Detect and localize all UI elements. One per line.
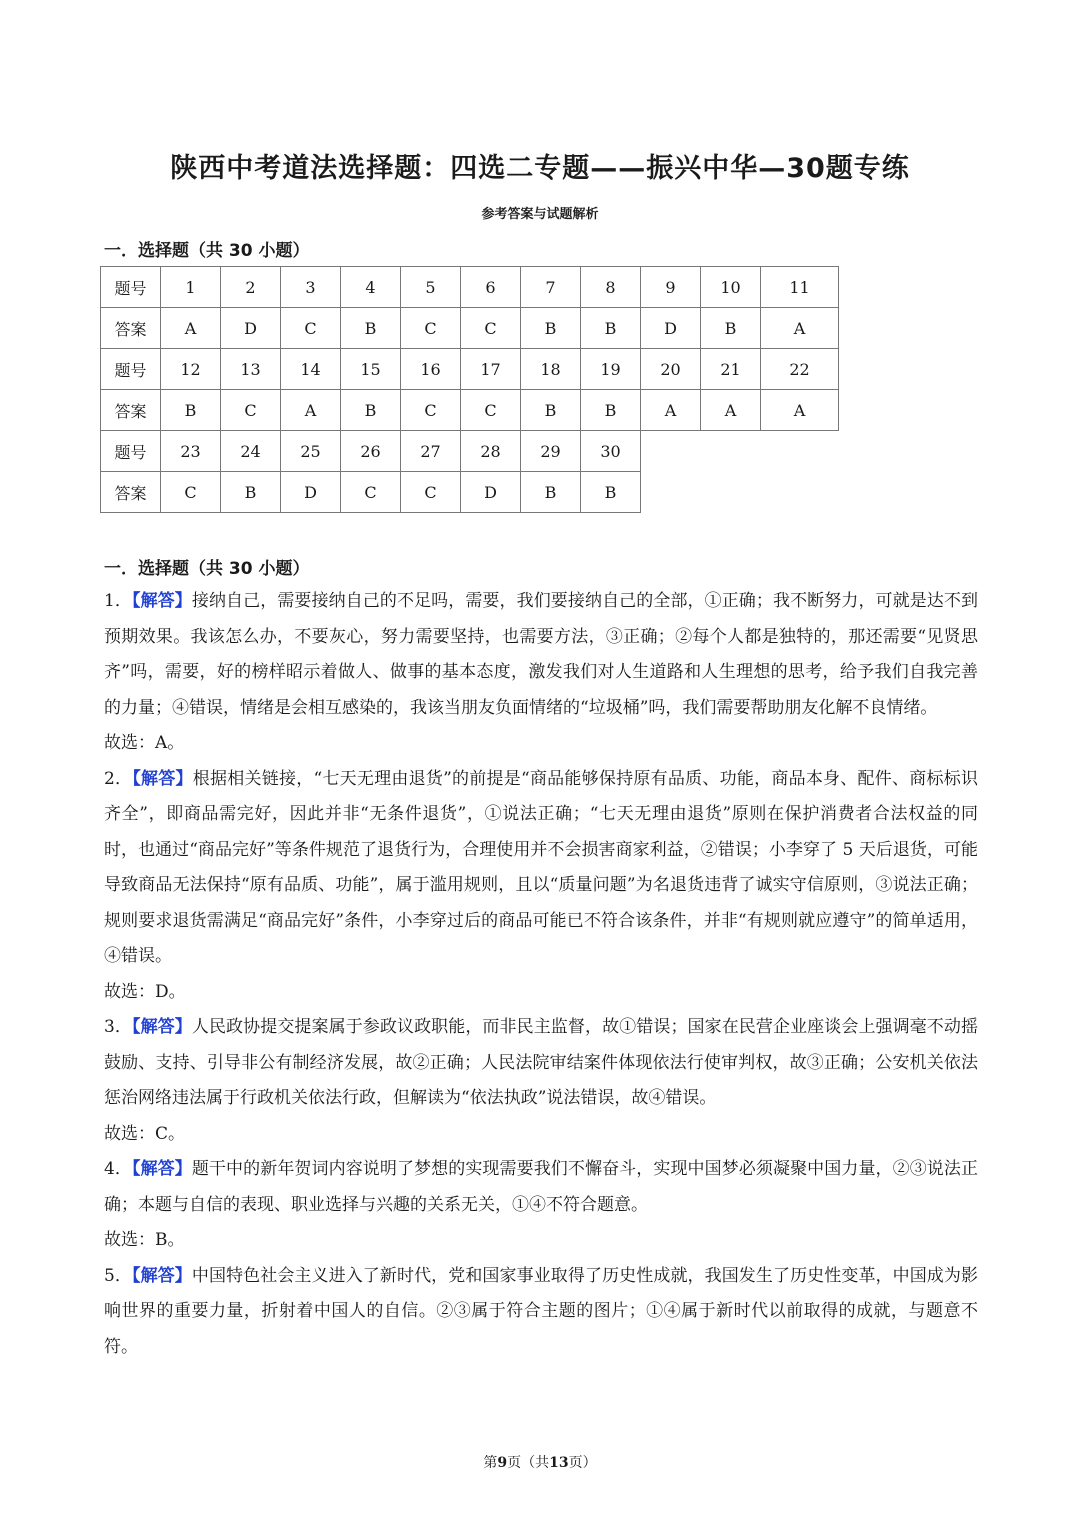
answer-text: 人民政协提交提案属于参政议政职能，而非民主监督，故①错误；国家在民营企业座谈会上强调毫不动摇鼓励、支持、引导非公有制经济发展，故②正确；人民法院审结案件体现依法行使审判权，故③正确；公安机关依法惩治网络违法属于行政机关依法行政，但解读为“依法执政”说法错误，故④错误。 [104,1017,978,1108]
table-cell: D [281,472,341,513]
table-cell: 2 [221,267,281,308]
table-cell: B [341,308,401,349]
current-page: 9 [497,1455,508,1471]
table-cell: 题号 [101,431,161,472]
table-empty-cell [701,472,761,513]
total-pages: 13 [549,1455,569,1471]
answer-table [100,266,839,513]
table-empty-cell [761,472,839,513]
table-cell: 3 [281,267,341,308]
table-cell: C [401,308,461,349]
table-cell: 10 [701,267,761,308]
answer-paragraph [104,1010,978,1117]
table-cell: 8 [581,267,641,308]
table-cell: D [221,308,281,349]
table-cell: B [521,472,581,513]
table-cell: B [161,390,221,431]
answer-text: 根据相关链接，“七天无理由退货”的前提是“商品能够保持原有品质、功能，商品本身、配件、商标标识齐全”，即商品需完好，因此并非“无条件退货”，①说法正确；“七天无理由退货”原则在保护消费者合法权益的同时，也通过“商品完好”等条件规范了退货行为，合理使用并不会损害商家利益，②错误；小李穿了 5 天后退货，可能导致商品无法保持“原有品质、功能”，属于滥用规则，且以“质量问题”为名退货违背了诚实守信原则，③说法正确；规则要求退货需满足“商品完好”条件，小李穿过后的商品可能已不符合该条件，并非“有规则就应遵守”的简单适用，④错误。 [104,768,978,966]
table-cell: C [161,472,221,513]
answer-paragraph [104,584,978,726]
table-empty-cell [761,431,839,472]
answer-choice: 故选：A。 [104,733,185,753]
table-row [101,472,839,513]
table-cell: C [401,472,461,513]
table-cell: 30 [581,431,641,472]
table-cell: D [461,472,521,513]
table-cell: A [641,390,701,431]
table-cell: 4 [341,267,401,308]
footer-mid: 页（共 [507,1455,550,1471]
table-cell: A [281,390,341,431]
table-cell: A [701,390,761,431]
table-row [101,308,839,349]
answer-paragraph [104,762,978,975]
table-cell: 5 [401,267,461,308]
page-subtitle: 参考答案与试题解析 [481,207,599,222]
table-cell: B [521,308,581,349]
answer-tag: 【解答】 [132,768,193,789]
table-cell: 13 [221,349,281,390]
table-cell: 11 [761,267,839,308]
table-row [101,431,839,472]
page-title: 陕西中考道法选择题：四选二专题——振兴中华—30题专练 [170,153,910,184]
answer-tag: 【解答】 [132,1265,192,1286]
table-cell: C [461,308,521,349]
table-cell: 24 [221,431,281,472]
section-heading-table: 一．选择题（共 30 小题） [104,241,310,261]
table-cell: B [581,308,641,349]
table-cell: B [341,390,401,431]
table-cell: 7 [521,267,581,308]
question-number: 1． [104,591,132,611]
answer-paragraph [104,1152,978,1223]
table-cell: 28 [461,431,521,472]
table-cell: 答案 [101,472,161,513]
table-empty-cell [641,472,701,513]
table-empty-cell [701,431,761,472]
answer-choice: 故选：B。 [104,1230,185,1250]
table-cell: 答案 [101,390,161,431]
table-empty-cell [641,431,701,472]
table-row [101,349,839,390]
answer-paragraph [104,1259,978,1366]
table-cell: 16 [401,349,461,390]
table-cell: C [401,390,461,431]
table-cell: 20 [641,349,701,390]
explanations [104,584,978,1365]
table-cell: 题号 [101,349,161,390]
table-cell: C [341,472,401,513]
table-cell: 1 [161,267,221,308]
table-cell: 26 [341,431,401,472]
answer-tag: 【解答】 [132,1159,192,1179]
table-row [101,267,839,308]
answer-text: 接纳自己，需要接纳自己的不足吗，需要，我们要接纳自己的全部，①正确；我不断努力，可就是达不到预期效果。我该怎么办，不要灰心，努力需要坚持，也需要方法，③正确；②每个人都是独特的，那还需要“见贤思齐”吗，需要，好的榜样昭示着做人、做事的基本态度，激发我们对人生道路和人生理想的思考，给予我们自我完善的力量；④错误，情绪是会相互感染的，我该当朋友负面情绪的“垃圾桶”吗，我们需要帮助朋友化解不良情绪。 [104,591,978,718]
table-cell: 21 [701,349,761,390]
table-cell: 27 [401,431,461,472]
table-cell: 29 [521,431,581,472]
table-cell: 19 [581,349,641,390]
table-cell: 15 [341,349,401,390]
page-footer [0,1452,1080,1472]
answer-text: 题干中的新年贺词内容说明了梦想的实现需要我们不懈奋斗，实现中国梦必须凝聚中国力量，②③说法正确；本题与自信的表现、职业选择与兴趣的关系无关，①④不符合题意。 [104,1159,978,1215]
section-heading-explanations: 一．选择题（共 30 小题） [104,559,310,579]
table-cell: B [221,472,281,513]
answer-text: 中国特色社会主义进入了新时代，党和国家事业取得了历史性成就，我国发生了历史性变革，中国成为影响世界的重要力量，折射着中国人的自信。②③属于符合主题的图片；①④属于新时代以前取得的成就，与题意不符。 [104,1265,978,1357]
answer-choice: 故选：D。 [104,981,186,1002]
table-cell: 17 [461,349,521,390]
table-cell: B [521,390,581,431]
table-cell: C [461,390,521,431]
table-cell: 25 [281,431,341,472]
question-number: 2． [104,768,133,789]
table-cell: 12 [161,349,221,390]
footer-suffix: 页） [568,1455,597,1471]
table-cell: 23 [161,431,221,472]
footer-prefix: 第 [483,1455,498,1471]
table-cell: B [581,472,641,513]
table-cell: 题号 [101,267,161,308]
table-cell: C [281,308,341,349]
question-number: 3． [104,1017,132,1037]
question-number: 5． [104,1265,132,1286]
table-row [101,390,839,431]
table-cell: 14 [281,349,341,390]
answer-tag: 【解答】 [132,1017,192,1037]
answer-choice: 故选：C。 [104,1123,186,1144]
table-cell: 答案 [101,308,161,349]
table-cell: 18 [521,349,581,390]
table-cell: B [581,390,641,431]
table-cell: A [161,308,221,349]
table-cell: D [641,308,701,349]
table-cell: 22 [761,349,839,390]
table-cell: A [761,308,839,349]
table-cell: 9 [641,267,701,308]
table-cell: C [221,390,281,431]
answer-tag: 【解答】 [132,591,192,611]
question-number: 4． [104,1159,132,1179]
table-cell: 6 [461,267,521,308]
table-cell: A [761,390,839,431]
table-cell: B [701,308,761,349]
